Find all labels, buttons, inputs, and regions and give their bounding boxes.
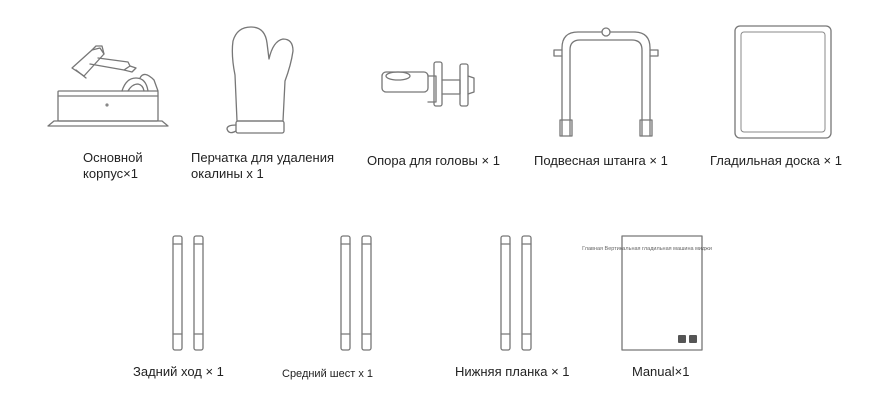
- label-ironing-board: Гладильная доска × 1: [710, 153, 842, 168]
- pole-pair-icon: [338, 234, 378, 354]
- label-manual: Manual×1: [632, 364, 690, 379]
- manual-cover-title: Главная Вертикальная гладильная машина миджи: [582, 246, 712, 252]
- glove-icon: [223, 25, 303, 137]
- head-support-icon: [380, 58, 480, 108]
- ironing-board-icon: [733, 24, 833, 140]
- pole-pair-icon: [170, 234, 210, 354]
- label-rear-pole: Задний ход × 1: [133, 364, 224, 379]
- steamer-main-body-icon: [44, 40, 174, 135]
- label-main-body: Основной корпус×1: [83, 150, 143, 181]
- label-glove: Перчатка для удаления окалины x 1: [191, 150, 335, 181]
- label-middle-pole: Средний шест x 1: [282, 368, 373, 380]
- label-head-support: Опора для головы × 1: [367, 153, 500, 168]
- pole-pair-icon: [498, 234, 538, 354]
- label-hanging-rod: Подвесная штанга × 1: [534, 153, 668, 168]
- label-bottom-bar: Нижняя планка × 1: [455, 364, 570, 379]
- hanging-rod-icon: [548, 20, 666, 140]
- manual-booklet-icon: [620, 234, 706, 354]
